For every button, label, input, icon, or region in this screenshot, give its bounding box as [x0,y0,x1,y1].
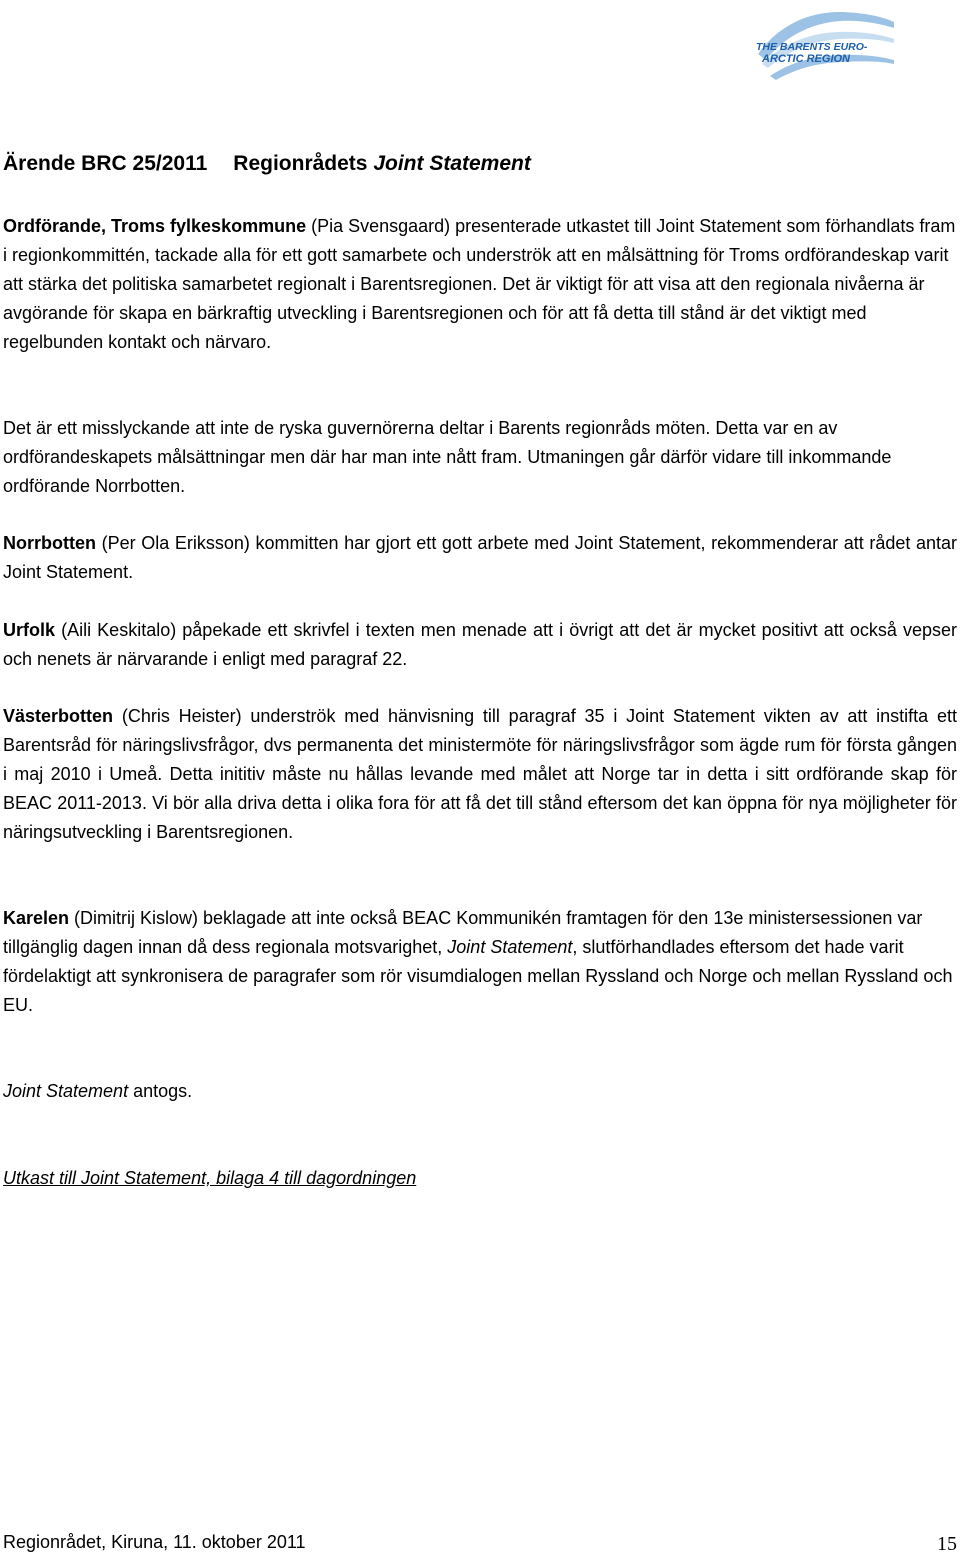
decision-italic: Joint Statement [3,1081,129,1101]
agenda-item-title-italic: Joint Statement [373,152,531,175]
paragraph-karelen-italic: Joint Statement [447,937,573,957]
paragraph-urfolk [3,616,957,674]
paragraph-karelen-text-2: , slutförhandlades eftersom det hade varit fördelaktigt att synkronisera de paragrafer som rör visumdialogen mellan Ryssland och Norge och mellan Ryssland och EU. [3,937,953,1015]
agenda-item-number: Ärende BRC 25/2011 [3,152,208,175]
speaker-karelen: Karelen [3,908,70,928]
agenda-item-heading [3,150,943,178]
decision-text: antogs. [128,1081,193,1101]
page-number: 15 [937,1533,957,1555]
paragraph-governors [3,414,957,501]
speaker-urfolk: Urfolk [3,620,56,640]
paragraph-chair-text: (Pia Svensgaard) presenterade utkastet till Joint Statement som förhandlats fram i regionkommittén, tackade alla för ett gott samarbete och underströk att en målsättning för Troms ordförandeskap varit att stärka det politiska samarbetet regionalt i Barentsregionen. Det är viktigt för att visa att den regionala nivåerna är avgörande för skapa en bärkraftig utveckling i Barentsregionen och för att få detta till stånd är det viktigt med regelbunden kontakt och närvaro. [3,216,956,352]
barents-logo [748,6,898,86]
page-footer [3,1530,957,1554]
paragraph-vasterbotten [3,702,957,847]
speaker-norrbotten: Norrbotten [3,533,96,553]
decision-line [3,1077,957,1106]
attachment-reference: Utkast till Joint Statement, bilaga 4 till dagordningen [3,1168,417,1188]
barents-logo-graphic [748,6,898,86]
paragraph-karelen-text-1: (Dimitrij Kislow) beklagade att inte också BEAC Kommunikén framtagen för den 13e ministersessionen var tillgänglig dagen innan då dess regionala motsvarighet, [3,908,923,957]
logo-line1: THE BARENTS EURO- [756,41,868,53]
paragraph-norrbotten [3,529,957,587]
paragraph-karelen [3,904,957,1020]
paragraph-chair [3,212,957,357]
footer-location-date: Regionrådet, Kiruna, 11. oktober 2011 [3,1532,306,1552]
agenda-item-title: Regionrådets [233,152,368,175]
paragraph-governors-text: Det är ett misslyckande att inte de ryska guvernörerna deltar i Barents regionråds möten. Detta var en av ordförandeskapets målsättningar men där har man inte nått fram. Utmaningen går därför vidare till inkommande ordförande Norrbotten. [3,418,892,496]
speaker-chair: Ordförande, Troms fylkeskommune [3,216,307,236]
logo-line2: ARCTIC REGION [762,53,850,65]
paragraph-norrbotten-text: (Per Ola Eriksson) kommitten har gjort ett gott arbete med Joint Statement, rekommenderar att rådet antar Joint Statement. [3,533,957,582]
paragraph-vasterbotten-text: (Chris Heister) underströk med hänvisning till paragraf 35 i Joint Statement vikten av att instifta ett Barentsråd för näringslivsfrågor, dvs permanenta det ministermöte för näringslivsfrågor som ägde rum för första gången i maj 2010 i Umeå. Detta inititiv måste nu hållas levande med målet att Norge tar in detta i sitt ordförande skap för BEAC 2011-2013. Vi bör alla driva detta i olika fora för att få det till stånd eftersom det kan öppna för nya möjligheter för näringsutveckling i Barentsregionen. [3,706,957,842]
paragraph-urfolk-text: (Aili Keskitalo) påpekade ett skrivfel i texten men menade att i övrigt att det är mycket positivt att också vepser och nenets är närvarande i enligt med paragraf 22. [3,620,957,669]
speaker-vasterbotten: Västerbotten [3,706,114,726]
attachment-line [3,1164,957,1193]
